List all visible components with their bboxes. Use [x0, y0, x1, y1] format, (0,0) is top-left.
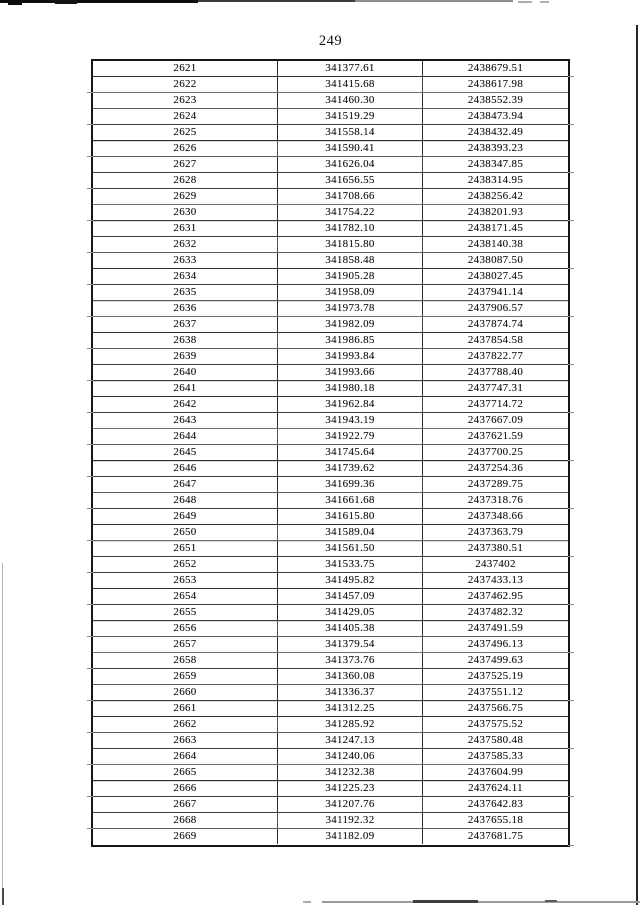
table-cell: 2437482.32	[467, 606, 524, 618]
table-row	[93, 461, 568, 477]
table-cell: 2438201.93	[467, 206, 524, 218]
table-cell: 2663	[93, 733, 278, 748]
table-cell: 2437874.74	[467, 318, 524, 330]
table-cell: 2438393.23	[467, 142, 524, 154]
scan-artifact-top-edge	[540, 1, 549, 3]
table-cell: 341240.06	[278, 749, 423, 764]
table-cell: 2656	[93, 621, 278, 636]
table-cell: 2437491.59	[467, 622, 524, 634]
table-cell: 2660	[93, 685, 278, 700]
table-cell: 2438171.45	[467, 222, 524, 234]
table-row	[93, 541, 568, 557]
table-row	[93, 237, 568, 253]
table-cell: 2437822.77	[467, 350, 524, 362]
table-cell: 2644	[93, 429, 278, 444]
table-cell: 2437941.14	[467, 286, 524, 298]
scan-artifact-bottom-edge	[303, 901, 311, 903]
table-row	[93, 813, 568, 829]
table-cell: 2437551.12	[467, 686, 524, 698]
table-cell: 2437655.18	[467, 814, 524, 826]
table-cell: 341379.54	[278, 637, 423, 652]
table-cell: 341519.29	[278, 109, 423, 124]
scan-artifact-left-edge	[2, 563, 3, 905]
table-row	[93, 141, 568, 157]
table-cell: 2437585.33	[467, 750, 524, 762]
table-row	[93, 413, 568, 429]
table-cell: 2654	[93, 589, 278, 604]
table-row	[93, 397, 568, 413]
table-row	[93, 189, 568, 205]
table-cell: 2650	[93, 525, 278, 540]
table-cell: 2667	[93, 797, 278, 812]
table-cell: 341754.22	[278, 205, 423, 220]
table-cell: 2624	[93, 109, 278, 124]
table-cell: 2657	[93, 637, 278, 652]
table-cell: 2664	[93, 749, 278, 764]
table-row	[93, 333, 568, 349]
table-cell: 2437906.57	[467, 302, 524, 314]
table-cell: 341561.50	[278, 541, 423, 556]
table-cell: 2437714.72	[467, 398, 524, 410]
table-row	[93, 477, 568, 493]
table-cell: 2659	[93, 669, 278, 684]
scan-artifact-bottom-edge	[545, 900, 557, 902]
table-cell: 2622	[93, 77, 278, 92]
table-cell: 2437667.09	[467, 414, 524, 426]
table-cell: 341232.38	[278, 765, 423, 780]
table-cell: 341589.04	[278, 525, 423, 540]
table-cell: 2637	[93, 317, 278, 332]
scan-artifact-top-edge	[8, 0, 22, 5]
table-cell: 2641	[93, 381, 278, 396]
table-cell: 2646	[93, 461, 278, 476]
table-cell: 341495.82	[278, 573, 423, 588]
table-cell: 2437363.79	[467, 526, 524, 538]
table-cell: 2669	[93, 829, 278, 844]
table-cell: 2437566.75	[467, 702, 524, 714]
table-cell: 2623	[93, 93, 278, 108]
table-cell: 341905.28	[278, 269, 423, 284]
table-row	[93, 253, 568, 269]
table-cell: 341360.08	[278, 669, 423, 684]
table-cell: 2647	[93, 477, 278, 492]
table-row	[93, 605, 568, 621]
scan-artifact-top-edge	[0, 0, 198, 3]
table-cell: 341661.68	[278, 493, 423, 508]
scan-artifact-bottom-edge	[322, 901, 640, 903]
table-row	[93, 733, 568, 749]
scan-artifact-left-edge	[2, 888, 4, 905]
table-cell: 341782.10	[278, 221, 423, 236]
table-cell: 341626.04	[278, 157, 423, 172]
table-cell: 341708.66	[278, 189, 423, 204]
table-row	[93, 61, 568, 77]
table-cell: 2649	[93, 509, 278, 524]
table-cell: 341922.79	[278, 429, 423, 444]
table-cell: 2437499.63	[467, 654, 524, 666]
table-row	[93, 285, 568, 301]
table-row	[93, 781, 568, 797]
table-row	[93, 221, 568, 237]
table-row	[93, 765, 568, 781]
table-cell: 2437462.95	[467, 590, 524, 602]
table-cell: 2437289.75	[467, 478, 524, 490]
table-cell: 2625	[93, 125, 278, 140]
table-cell: 2629	[93, 189, 278, 204]
table-cell: 2651	[93, 541, 278, 556]
table-row	[93, 365, 568, 381]
table-cell: 341415.68	[278, 77, 423, 92]
table-cell: 341943.19	[278, 413, 423, 428]
table-cell: 341980.18	[278, 381, 423, 396]
table-cell: 2627	[93, 157, 278, 172]
table-cell: 2438087.50	[467, 254, 524, 266]
table-row	[93, 701, 568, 717]
table-row	[93, 653, 568, 669]
table-cell: 341429.05	[278, 605, 423, 620]
table-cell: 2632	[93, 237, 278, 252]
table-cell: 341285.92	[278, 717, 423, 732]
table-cell: 2665	[93, 765, 278, 780]
table-row	[93, 669, 568, 685]
table-cell: 2633	[93, 253, 278, 268]
scan-artifact-top-edge	[198, 0, 355, 2]
scan-artifact-right-edge	[636, 25, 638, 905]
table-cell: 2642	[93, 397, 278, 412]
scan-artifact-bottom-edge	[413, 900, 478, 903]
table-cell: 2666	[93, 781, 278, 796]
table-cell: 2437525.19	[467, 670, 524, 682]
table-cell: 2438552.39	[467, 94, 524, 106]
table-row	[93, 637, 568, 653]
table-cell: 341973.78	[278, 301, 423, 316]
table-cell: 341615.80	[278, 509, 423, 524]
table-cell: 341739.62	[278, 461, 423, 476]
table-cell: 2634	[93, 269, 278, 284]
scan-artifact-top-edge	[518, 1, 532, 3]
table-cell: 341460.30	[278, 93, 423, 108]
table-row	[93, 445, 568, 461]
table-cell: 2668	[93, 813, 278, 828]
table-cell: 2438256.42	[467, 190, 524, 202]
table-cell: 2437747.31	[467, 382, 524, 394]
table-cell: 2661	[93, 701, 278, 716]
table-cell: 2437254.36	[467, 462, 524, 474]
table-cell: 341336.37	[278, 685, 423, 700]
table-cell: 2630	[93, 205, 278, 220]
table-row	[93, 381, 568, 397]
table-cell: 2636	[93, 301, 278, 316]
table-cell: 341377.61	[278, 61, 423, 76]
table-row	[93, 829, 568, 845]
table-cell: 2438140.38	[467, 238, 524, 250]
table-cell: 341457.09	[278, 589, 423, 604]
table-cell: 2437700.25	[467, 446, 524, 458]
table-cell: 2437854.58	[467, 334, 524, 346]
table-row	[93, 685, 568, 701]
table-row	[93, 429, 568, 445]
table-cell: 2437604.99	[467, 766, 524, 778]
table-row	[93, 525, 568, 541]
table-cell: 341982.09	[278, 317, 423, 332]
table-row	[93, 717, 568, 733]
table-row	[93, 349, 568, 365]
table-cell: 341192.32	[278, 813, 423, 828]
table-cell: 341815.80	[278, 237, 423, 252]
scan-artifact-top-edge	[55, 0, 77, 4]
table-cell: 341207.76	[278, 797, 423, 812]
table-cell: 2638	[93, 333, 278, 348]
table-cell: 2438679.51	[467, 62, 524, 74]
table-cell: 2621	[93, 61, 278, 76]
table-row	[93, 797, 568, 813]
table-cell: 2628	[93, 173, 278, 188]
page-number: 249	[318, 33, 343, 49]
table-cell: 341993.84	[278, 349, 423, 364]
table-cell: 341373.76	[278, 653, 423, 668]
table-cell: 2655	[93, 605, 278, 620]
table-row	[93, 589, 568, 605]
table-cell: 2437348.66	[467, 510, 524, 522]
table-cell: 2437433.13	[467, 574, 524, 586]
table-cell: 341405.38	[278, 621, 423, 636]
table-cell: 2438027.45	[467, 270, 524, 282]
table-row	[93, 749, 568, 765]
table-cell: 2438432.49	[467, 126, 524, 138]
table-cell: 2648	[93, 493, 278, 508]
table-row	[93, 157, 568, 173]
table-cell: 2437402	[475, 558, 516, 570]
table-cell: 341312.25	[278, 701, 423, 716]
table-row	[93, 173, 568, 189]
scan-artifact-top-edge	[355, 0, 513, 2]
table-row	[93, 93, 568, 109]
table-cell: 341993.66	[278, 365, 423, 380]
table-cell: 341225.23	[278, 781, 423, 796]
table-row	[93, 269, 568, 285]
table-row	[93, 509, 568, 525]
table-row	[93, 493, 568, 509]
table-cell: 2645	[93, 445, 278, 460]
table-cell: 2639	[93, 349, 278, 364]
table-cell: 2640	[93, 365, 278, 380]
table-cell: 341533.75	[278, 557, 423, 572]
table-cell: 2652	[93, 557, 278, 572]
table-cell: 2438314.95	[467, 174, 524, 186]
table-cell: 341986.85	[278, 333, 423, 348]
table-cell: 2438473.94	[467, 110, 524, 122]
table-cell: 2643	[93, 413, 278, 428]
table-cell: 2437380.51	[467, 542, 524, 554]
table-cell: 341745.64	[278, 445, 423, 460]
table-cell: 2437621.59	[467, 430, 524, 442]
table-cell: 2438617.98	[467, 78, 524, 90]
table-cell: 2626	[93, 141, 278, 156]
table-cell: 341656.55	[278, 173, 423, 188]
table-cell: 2662	[93, 717, 278, 732]
table-row	[93, 77, 568, 93]
table-cell: 2437788.40	[467, 366, 524, 378]
table-cell: 2635	[93, 285, 278, 300]
table-cell: 341590.41	[278, 141, 423, 156]
table-row	[93, 317, 568, 333]
table-cell: 2437318.76	[467, 494, 524, 506]
table-cell: 2437496.13	[467, 638, 524, 650]
table-cell: 341558.14	[278, 125, 423, 140]
table-cell: 2437575.52	[467, 718, 524, 730]
table-row	[93, 205, 568, 221]
table-row	[93, 621, 568, 637]
table-cell: 2437624.11	[468, 782, 523, 794]
table-cell: 2437580.48	[467, 734, 524, 746]
table-cell: 2658	[93, 653, 278, 668]
table-row	[93, 557, 568, 573]
table-cell: 2653	[93, 573, 278, 588]
table-row	[93, 125, 568, 141]
table-row	[93, 109, 568, 125]
table-cell: 341858.48	[278, 253, 423, 268]
table-cell: 341182.09	[278, 829, 423, 844]
table-row	[93, 573, 568, 589]
table-cell: 341958.09	[278, 285, 423, 300]
table-cell: 2631	[93, 221, 278, 236]
coordinate-table	[91, 59, 570, 847]
table-cell: 341247.13	[278, 733, 423, 748]
table-cell: 341962.84	[278, 397, 423, 412]
table-row	[93, 301, 568, 317]
table-cell: 341699.36	[278, 477, 423, 492]
table-cell: 2438347.85	[467, 158, 524, 170]
table-cell: 2437642.83	[467, 798, 524, 810]
table-cell: 2437681.75	[467, 830, 524, 842]
